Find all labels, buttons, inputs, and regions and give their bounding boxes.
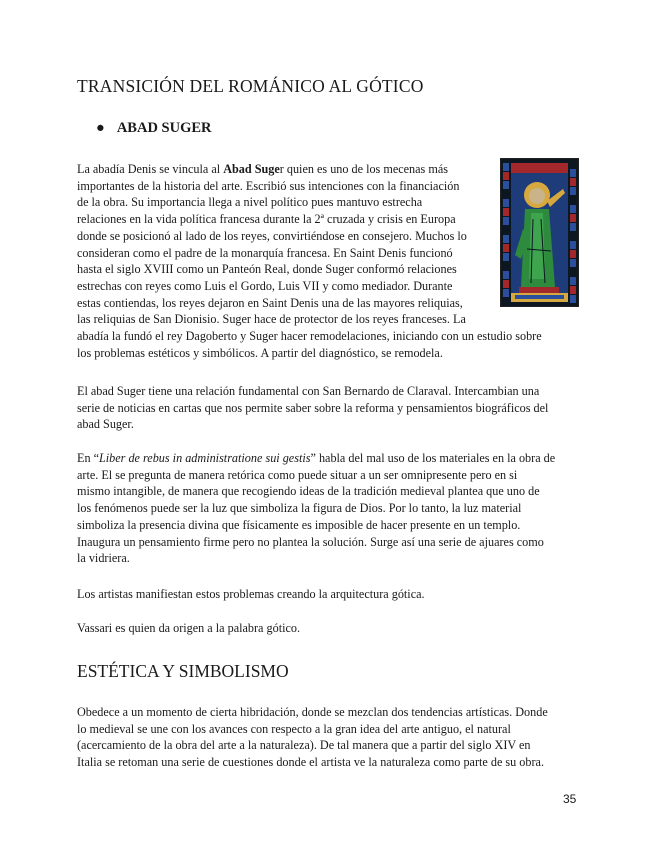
section-heading: TRANSICIÓN DEL ROMÁNICO AL GÓTICO: [77, 76, 424, 96]
text-line: importantes de la historia del arte. Escribió sus intenciones con la financiación: [77, 178, 460, 193]
text-line: arte. El se pregunta de manera retórica como puede situar a un ser omnipresente pero en si: [77, 467, 518, 482]
text-line: El abad Suger tiene una relación fundamental con San Bernardo de Claraval. Intercambian una: [77, 384, 540, 398]
text-line: serie de noticias en cartas que nos permite saber sobre la reforma y pensamientos biográficos del: [77, 400, 549, 415]
paragraph-vassari: [77, 620, 579, 637]
bullet-item: [96, 120, 212, 137]
text-line: las reliquias de San Dionisio. Suger hace de protector de los reyes franceses. La: [77, 312, 466, 327]
text-line: consideran como el padre de la monarquía francesa. En Saint Denis funcionó: [77, 245, 453, 260]
page-number: 35: [563, 792, 577, 806]
paragraph-abad-suger: [77, 161, 579, 361]
text-line: donde se posicionó al lado de los reyes, convirtiéndose en consejero. Muchos lo: [77, 228, 467, 243]
text-line: Inaugura un pensamiento firme pero no plantea la solución. Surge así una serie de ajuares como: [77, 534, 544, 549]
text-line: los problemas estéticos y simbólicos. A partir del diagnóstico, se remodela.: [77, 345, 443, 360]
bold-name: Abad Suge: [223, 162, 280, 176]
text-line: Los artistas manifiestan estos problemas creando la arquitectura gótica.: [77, 587, 425, 601]
italic-title: Liber de rebus in administratione sui gestis: [99, 451, 311, 465]
text-line: simboliza la presencia divina que físicamente es imposible de hacer presente en un templo.: [77, 517, 521, 532]
bullet-icon: ●: [96, 120, 105, 136]
paragraph-claraval: [77, 383, 579, 433]
text-line: Italia se retoman una serie de cuestiones donde el artista ve la naturaleza como parte de su obra.: [77, 755, 544, 770]
text-line: la vidriera.: [77, 551, 130, 566]
section-heading-2: ESTÉTICA Y SIMBOLISMO: [77, 661, 289, 681]
text-line: (acercamiento de la obra del arte a la naturaleza). De tal manera que a partir del siglo XIV en: [77, 738, 531, 753]
text-line: La abadía Denis se vincula al Abad Suger quien es uno de los mecenas más: [77, 162, 448, 176]
text-line: Vassari es quien da origen a la palabra gótico.: [77, 621, 301, 635]
bullet-label: ABAD SUGER: [116, 120, 212, 136]
text-line: de la obra. Su importancia llega a nivel político pues mantuvo estrecha: [77, 195, 423, 210]
text-line: estrechas con reyes como Luis el Gordo, Luis VII y como mediador. Durante: [77, 278, 453, 293]
text-line: abad Suger.: [77, 417, 134, 432]
paragraph-liber: [77, 450, 579, 567]
text-line: los fenómenos puede ser la luz que simboliza la figura de Dios. Por lo tanto, la luz material: [77, 501, 522, 516]
text-line: En “Liber de rebus in administratione sui gestis” habla del mal uso de los materiales en la obra de: [77, 451, 556, 465]
text-line: relaciones en la vida política francesa durante la 2ª cruzada y crisis en Europa: [77, 212, 456, 227]
text-line: mismo intangible, de manera que recogiendo ideas de la tradición medieval plantea que uno de: [77, 484, 540, 499]
paragraph-hibridacion: [77, 704, 579, 771]
text-line: estas contiendas, los reyes dejaron en Saint Denis una de las mayores reliquias,: [77, 295, 463, 310]
text-line: Obedece a un momento de cierta hibridación, donde se mezclan dos tendencias artísticas. Donde: [77, 705, 548, 719]
text-line: lo medieval se une con los avances con respecto a la gran idea del arte antiguo, el natural: [77, 721, 511, 736]
paragraph-artistas: [77, 586, 579, 603]
text-line: hasta el siglo XVIII como un Panteón Real, donde Suger conformó relaciones: [77, 262, 457, 277]
text-line: abadía la fundó el rey Dagoberto y Suger hacer remodelaciones, iniciando con un estudio sobre: [77, 329, 542, 344]
